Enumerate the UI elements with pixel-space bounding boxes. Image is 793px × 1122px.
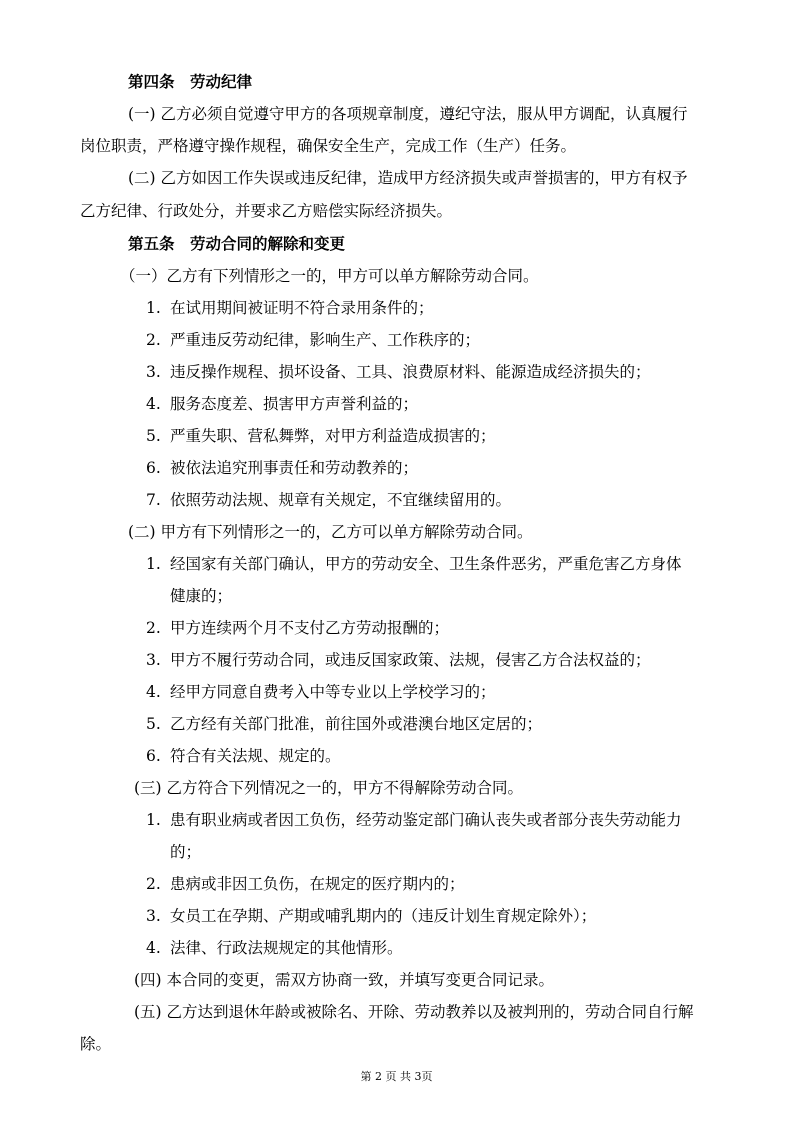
list-item: 4. 法律、行政法规规定的其他情形。 — [146, 939, 403, 957]
section-5-line-1: (五) 乙方达到退休年龄或被除名、开除、劳动教养以及被判刑的，劳动合同自行解 — [134, 1003, 694, 1021]
page-number: 第 2 页 共 3页 — [360, 1070, 433, 1083]
article-4-clause-2-line-2: 乙方纪律、行政处分，并要求乙方赔偿实际经济损失。 — [80, 202, 453, 220]
list-item: 6. 被依法追究刑事责任和劳动教养的； — [146, 459, 419, 477]
list-item: 5. 乙方经有关部门批准，前往国外或港澳台地区定居的； — [146, 715, 543, 733]
list-item: 4. 经甲方同意自费考入中等专业以上学校学习的； — [146, 683, 496, 701]
article-4-clause-1-line-1: (一) 乙方必须自觉遵守甲方的各项规章制度，遵纪守法，服从甲方调配，认真履行 — [128, 105, 688, 123]
list-item: 5. 严重失职、营私舞弊，对甲方利益造成损害的； — [146, 427, 496, 445]
section-3-title: (三) 乙方符合下列情况之一的，甲方不得解除劳动合同。 — [134, 779, 524, 797]
section-1-title: （一）乙方有下列情形之一的，甲方可以单方解除劳动合同。 — [120, 267, 539, 285]
list-item: 1. 患有职业病或者因工负伤，经劳动鉴定部门确认丧失或者部分丧失劳动能力 — [146, 811, 682, 829]
list-item: 3. 甲方不履行劳动合同，或违反国家政策、法规，侵害乙方合法权益的； — [146, 651, 651, 669]
list-item: 2. 患病或非因工负伤，在规定的医疗期内的； — [146, 875, 465, 893]
list-item-continuation: 的； — [170, 843, 202, 861]
article-4-clause-1-line-2: 岗位职责，严格遵守操作规程，确保安全生产，完成工作（生产）任务。 — [80, 137, 577, 155]
list-item: 4. 服务态度差、损害甲方声誉利益的； — [146, 395, 419, 413]
list-item: 6. 符合有关法规、规定的。 — [146, 747, 341, 765]
list-item: 1. 经国家有关部门确认，甲方的劳动安全、卫生条件恶劣，严重危害乙方身体 — [146, 555, 682, 573]
article-4-clause-2-line-1: (二) 乙方如因工作失误或违反纪律，造成甲方经济损失或声誉损害的，甲方有权予 — [128, 169, 688, 187]
list-item-continuation: 健康的； — [170, 587, 233, 605]
section-2-title: (二) 甲方有下列情形之一的，乙方可以单方解除劳动合同。 — [128, 523, 533, 541]
section-5-line-2: 除。 — [80, 1035, 112, 1053]
article-4-heading: 第四条 劳动纪律 — [128, 72, 253, 91]
list-item: 3. 女员工在孕期、产期或哺乳期内的（违反计划生育规定除外）； — [146, 907, 597, 925]
list-item: 2. 甲方连续两个月不支付乙方劳动报酬的； — [146, 619, 450, 637]
article-5-heading: 第五条 劳动合同的解除和变更 — [128, 234, 346, 253]
list-item: 7. 依照劳动法规、规章有关规定，不宜继续留用的。 — [146, 491, 512, 509]
section-4-title: (四) 本合同的变更，需双方协商一致，并填写变更合同记录。 — [134, 971, 555, 989]
list-item: 2. 严重违反劳动纪律，影响生产、工作秩序的； — [146, 331, 481, 349]
list-item: 1. 在试用期间被证明不符合录用条件的； — [146, 299, 434, 317]
list-item: 3. 违反操作规程、损坏设备、工具、浪费原材料、能源造成经济损失的； — [146, 363, 651, 381]
